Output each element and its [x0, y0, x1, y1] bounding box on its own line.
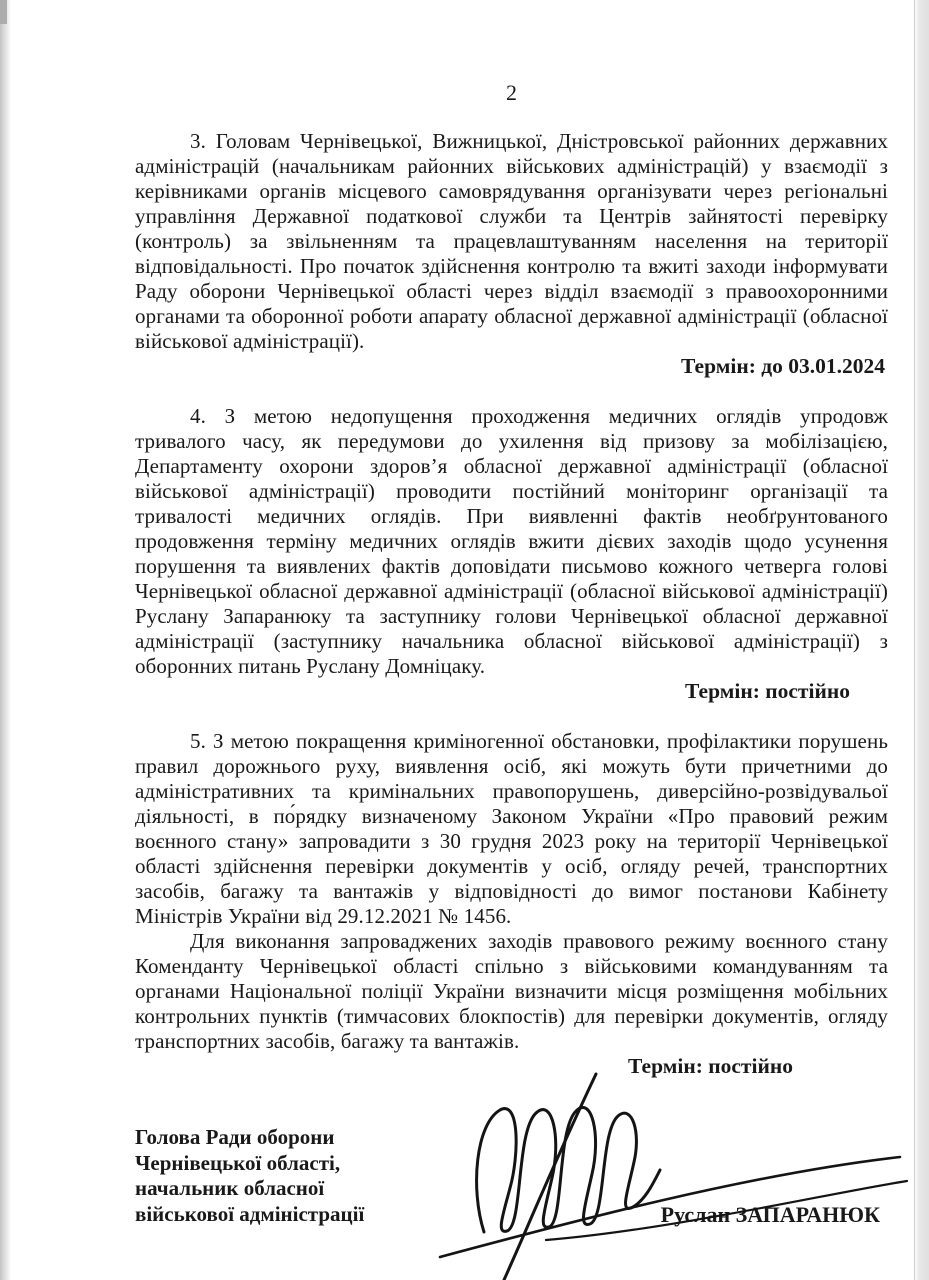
document-content [135, 80, 888, 1227]
paragraph-3: 3. Головам Чернівецької, Вижницької, Дністровської районних державних адміністрацій (начальникам районних військових адміністрацій) у взаємодії з керівниками органів місцевого самоврядування організувати через регіональні управління Державної податкової служби та Центрів зайнятості перевірку (контроль) за звільненням та працевлаштуванням населення на території відповідальності. Про початок здійснення контролю та вжиті заходи інформувати Раду оборони Чернівецької області через відділ взаємодії з правоохоронними органами та оборонної роботи апарату обласної державної адміністрації (обласної військової адміністрації). [135, 129, 888, 353]
term-deadline-paragraph-3: Термін: до 03.01.2024 [681, 354, 885, 378]
signatory-title-line: начальник обласної [135, 1176, 325, 1200]
paragraph-5-continued: Для виконання запроваджених заходів правового режиму воєнного стану Коменданту Чернівецької області спільно з військовими командуванням та органами Національної поліції України визначити місця розміщення мобільних контрольних пунктів (тимчасових блокпостів) для перевірки документів, огляду транспортних засобів, багажу та вантажів. [135, 929, 888, 1053]
signatory-title-line: військової адміністрації [135, 1201, 365, 1226]
scan-edge-left [0, 0, 11, 1280]
signatory-title [135, 1125, 465, 1227]
signature-block [135, 1125, 888, 1227]
signatory-title-line: Чернівецької області, [135, 1150, 341, 1175]
scan-edge-right [914, 0, 929, 1280]
term-deadline-paragraph-5: Термін: постійно [628, 1054, 793, 1078]
page-number: 2 [506, 80, 517, 105]
term-deadline-paragraph-4: Термін: постійно [685, 679, 850, 703]
signatory-name: Руслан ЗАПАРАНЮК [660, 1202, 880, 1227]
paragraph-4: 4. З метою недопущення проходження медичних оглядів упродовж тривалого часу, як передумови до ухилення від призову за мобілізацією, Департаменту охорони здоров’я обласної державної адміністрації (обласної військової адміністрації) проводити постійний моніторинг організації та тривалості медичних оглядів. При виявленні фактів необґрунтованого продовження терміну медичних оглядів вжити дієвих заходів щодо усунення порушення та виявлених фактів доповідати письмово кожного четверга голові Чернівецької обласної державної адміністрації (обласної військової адміністрації) Руслану Запаранюку та заступнику голови Чернівецької обласної державної адміністрації (заступнику начальника обласної військової адміністрації) з оборонних питань Руслану Домніцаку. [135, 404, 888, 678]
signatory-title-line: Голова Ради оборони [135, 1125, 335, 1149]
paragraph-5: 5. З метою покращення криміногенної обстановки, профілактики порушень правил дорожнього руху, виявлення осіб, які можуть бути причетними до адміністративних та кримінальних правопорушень, диверсійно-розвідувальої діяльності, в по́рядку визначеному Законом України «Про правовий режим воєнного стану» запровадити з 30 грудня 2023 року на території Чернівецької області здійснення перевірки документів у осіб, огляду речей, транспортних засобів, багажу та вантажів у відповідності до вимог постанови Кабінету Міністрів України від 29.12.2021 № 1456. [135, 729, 888, 928]
